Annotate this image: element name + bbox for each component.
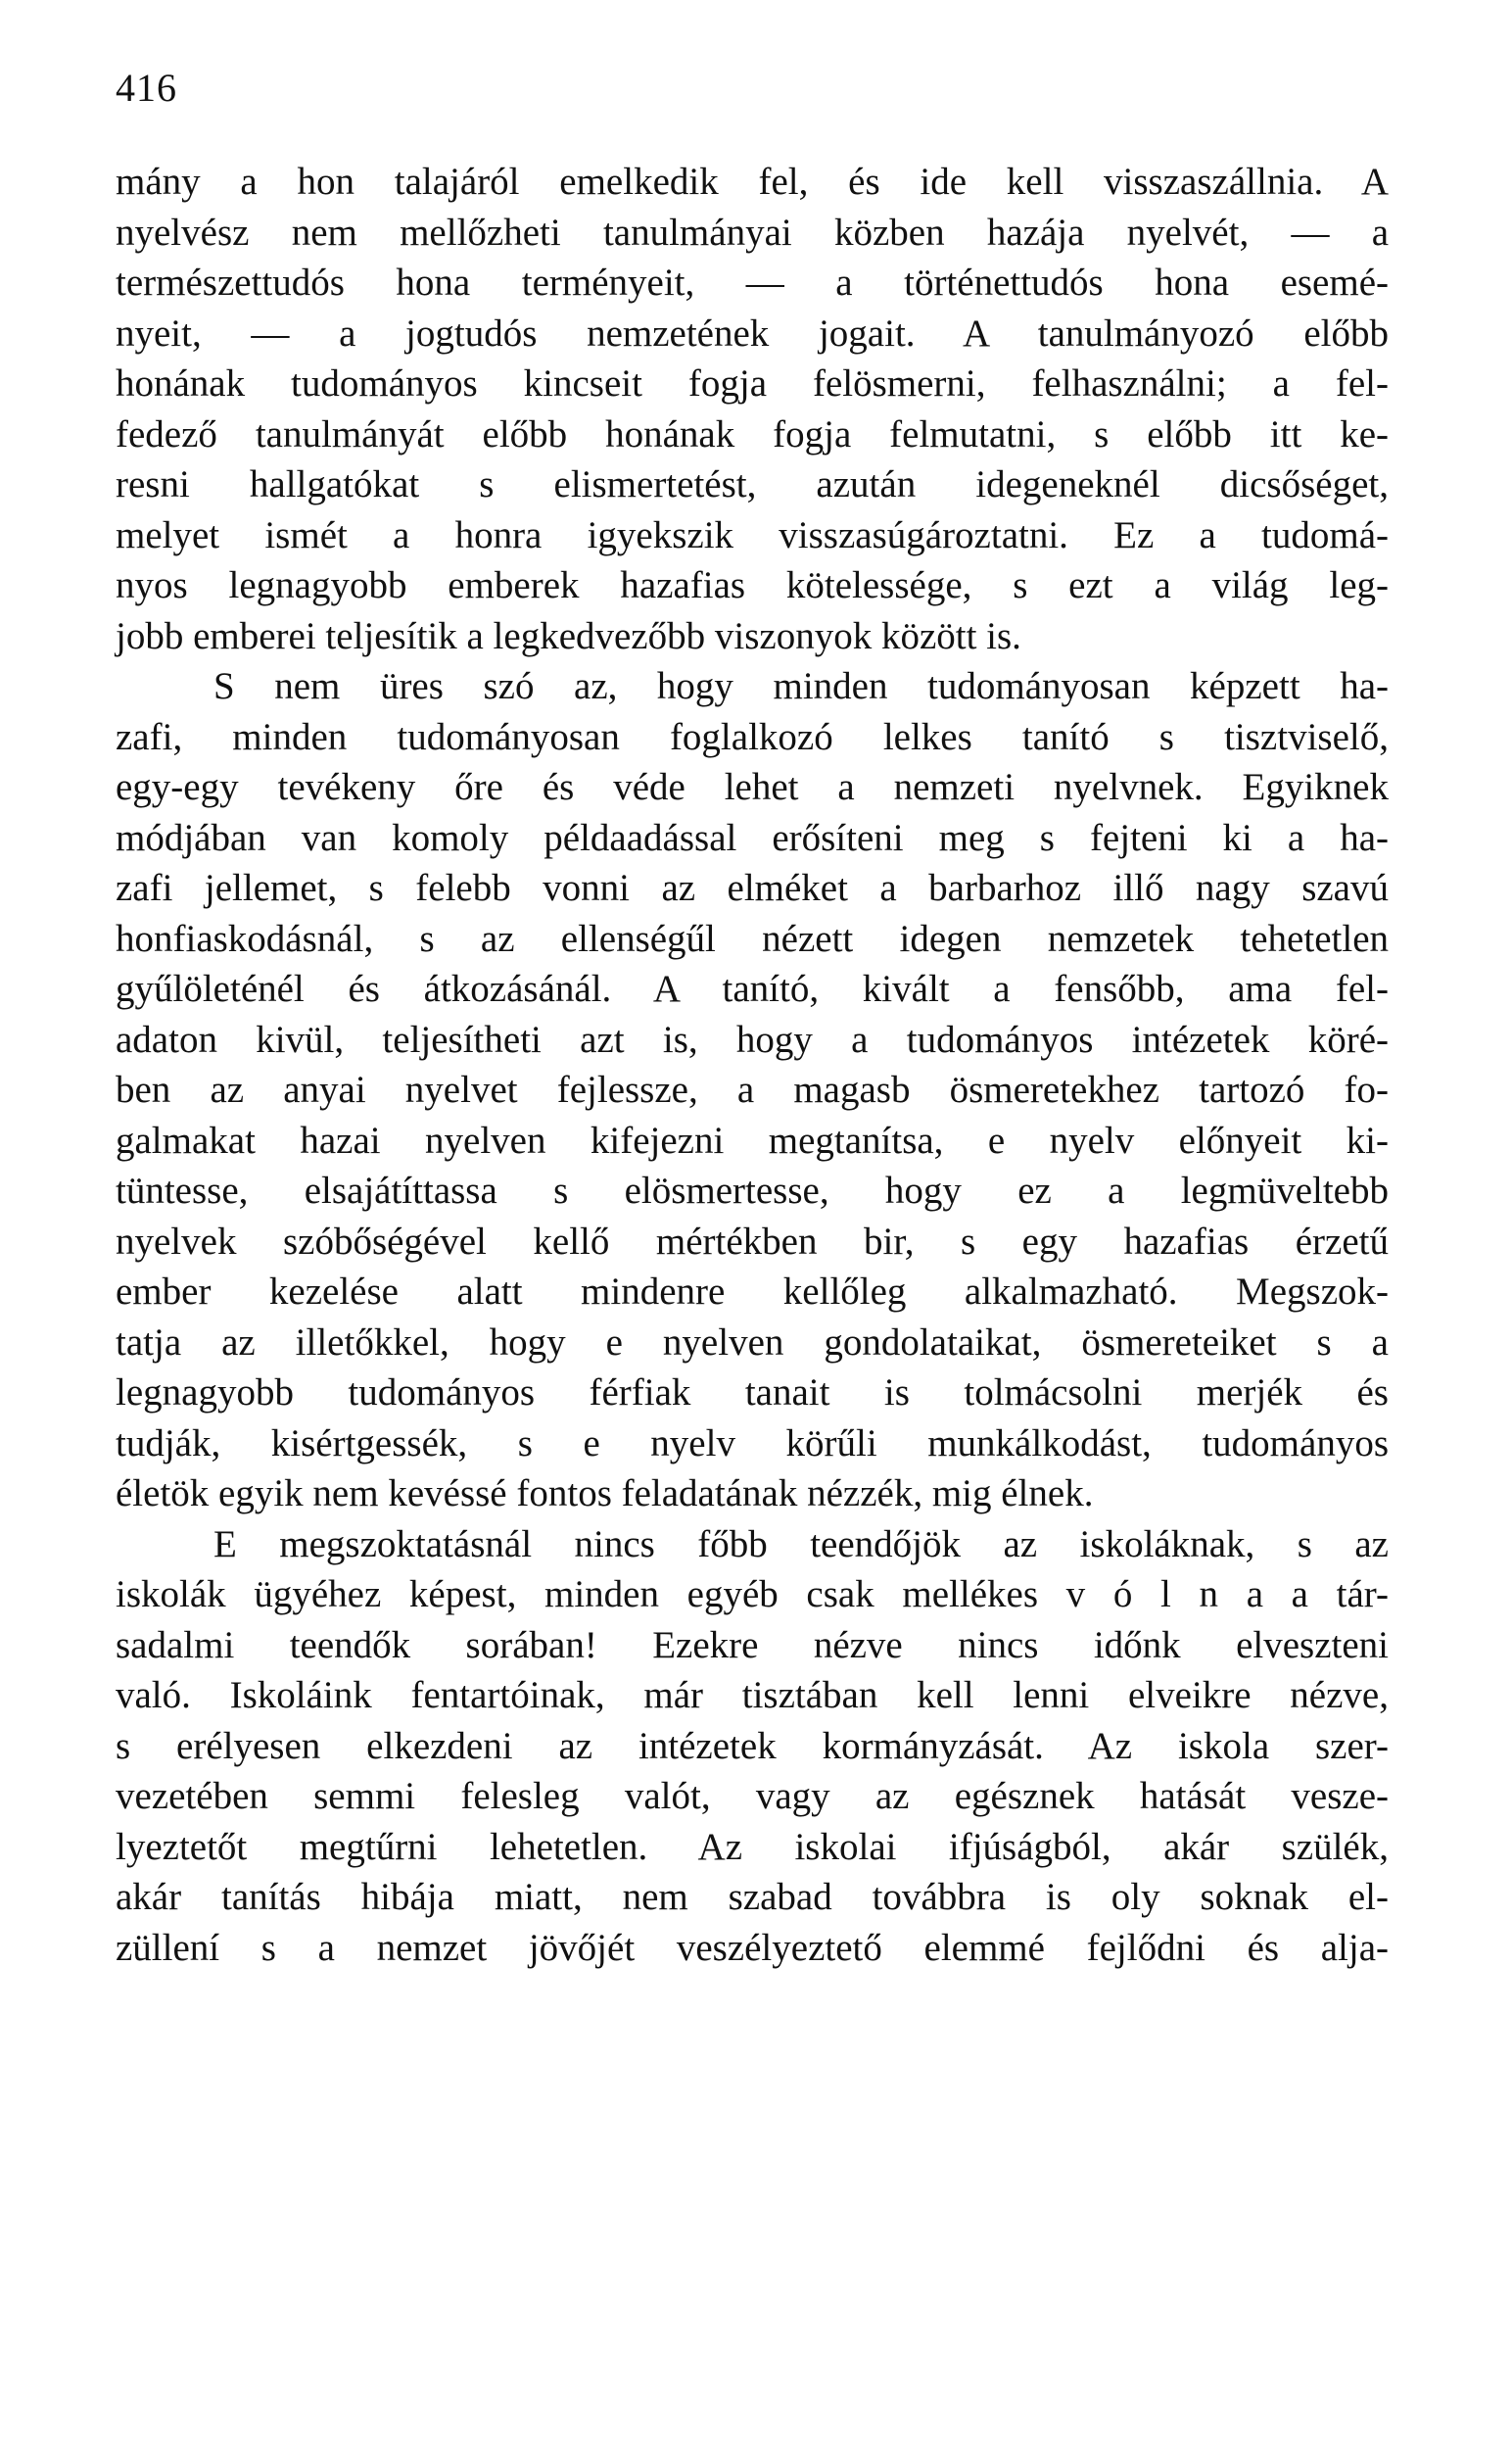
text-line: züllení s a nemzet jövőjét veszélyeztető elemmé fejlődni és alja- bbox=[116, 1926, 1389, 1969]
text-line: legnagyobb tudományos férfiak tanait is tolmácsolni merjék és bbox=[116, 1371, 1389, 1414]
body-text bbox=[116, 157, 1389, 1973]
text-line: tatja az illetőkkel, hogy e nyelven gondolataikat, ösmereteiket s a bbox=[116, 1320, 1389, 1364]
text-line: nyelvek szóbőségével kellő mértékben bir, s egy hazafias érzetű bbox=[116, 1220, 1389, 1263]
text-line: resni hallgatókat s elismertetést, azután idegeneknél dicsőséget, bbox=[116, 463, 1389, 505]
text-line: nyeit, — a jogtudós nemzetének jogait. A tanulmányozó előbb bbox=[116, 312, 1389, 355]
text-line: iskolák ügyéhez képest, minden egyéb csak mellékes v ó l n a a tár- bbox=[116, 1573, 1389, 1615]
text-line: nyos legnagyobb emberek hazafias kötelessége, s ezt a világ leg- bbox=[116, 564, 1389, 606]
text-line: lyeztetőt megtűrni lehetetlen. Az iskolai ifjúságból, akár szülék, bbox=[116, 1825, 1389, 1868]
text-line: életök egyik nem kevéssé fontos feladatának nézzék, mig élnek. bbox=[116, 1472, 1094, 1514]
text-line: egy-egy tevékeny őre és véde lehet a nemzeti nyelvnek. Egyiknek bbox=[116, 766, 1389, 808]
text-line: zafi, minden tudományosan foglalkozó lelkes tanító s tisztviselő, bbox=[116, 715, 1389, 758]
text-line: fedező tanulmányát előbb honának fogja felmutatni, s előbb itt ke- bbox=[116, 412, 1389, 456]
text-line: galmakat hazai nyelven kifejezni megtanítsa, e nyelv előnyeit ki- bbox=[116, 1119, 1389, 1162]
text-line: tudják, kisértgessék, s e nyelv körűli munkálkodást, tudományos bbox=[116, 1421, 1389, 1464]
text-line: természettudós hona terményeit, — a történettudós hona esemé- bbox=[116, 262, 1389, 304]
page-number: 416 bbox=[116, 66, 177, 110]
text-line: ember kezelése alatt mindenre kellőleg alkalmazható. Megszok- bbox=[116, 1271, 1389, 1313]
paragraph-2 bbox=[116, 661, 1389, 1519]
text-line: akár tanítás hibája miatt, nem szabad továbbra is oly soknak el- bbox=[116, 1876, 1389, 1918]
text-line: E megszoktatásnál nincs főbb teendőjök az iskoláknak, s az bbox=[213, 1522, 1389, 1565]
text-line: jobb emberei teljesítik a legkedvezőbb viszonyok között is. bbox=[116, 614, 1021, 657]
text-line: S nem üres szó az, hogy minden tudományosan képzett ha- bbox=[213, 665, 1389, 707]
text-line: gyűlöleténél és átkozásánál. A tanító, kivált a fensőbb, ama fel- bbox=[116, 968, 1389, 1010]
text-line: módjában van komoly példaadással erősíteni meg s fejteni ki a ha- bbox=[116, 816, 1389, 859]
text-line: ben az anyai nyelvet fejlessze, a magasb ösmeretekhez tartozó fo- bbox=[116, 1069, 1389, 1111]
text-line: s erélyesen elkezdeni az intézetek kormányzását. Az iskola szer- bbox=[116, 1724, 1389, 1767]
text-line: mány a hon talajáról emelkedik fel, és ide kell visszaszállnia. A bbox=[116, 161, 1389, 203]
text-line: sadalmi teendők sorában! Ezekre nézve nincs időnk elveszteni bbox=[116, 1623, 1389, 1666]
text-line: honának tudományos kincseit fogja felösmerni, felhasználni; a fel- bbox=[116, 362, 1389, 405]
paragraph-1 bbox=[116, 157, 1389, 661]
paragraph-3 bbox=[116, 1519, 1389, 1974]
text-line: tüntesse, elsajátíttassa s elösmertesse, hogy ez a legmüveltebb bbox=[116, 1170, 1389, 1212]
text-line: zafi jellemet, s felebb vonni az elméket a barbarhoz illő nagy szavú bbox=[116, 867, 1389, 909]
text-line: honfiaskodásnál, s az ellenségűl nézett idegen nemzetek tehetetlen bbox=[116, 917, 1389, 960]
text-line: való. Iskoláink fentartóinak, már tisztában kell lenni elveikre nézve, bbox=[116, 1674, 1389, 1716]
text-line: vezetében semmi felesleg valót, vagy az egésznek hatását vesze- bbox=[116, 1775, 1389, 1817]
text-line: adaton kivül, teljesítheti azt is, hogy a tudományos intézetek köré- bbox=[116, 1018, 1389, 1061]
text-line: melyet ismét a honra igyekszik visszasúgároztatni. Ez a tudomá- bbox=[116, 513, 1389, 556]
text-line: nyelvész nem mellőzheti tanulmányai közben hazája nyelvét, — a bbox=[116, 211, 1389, 254]
